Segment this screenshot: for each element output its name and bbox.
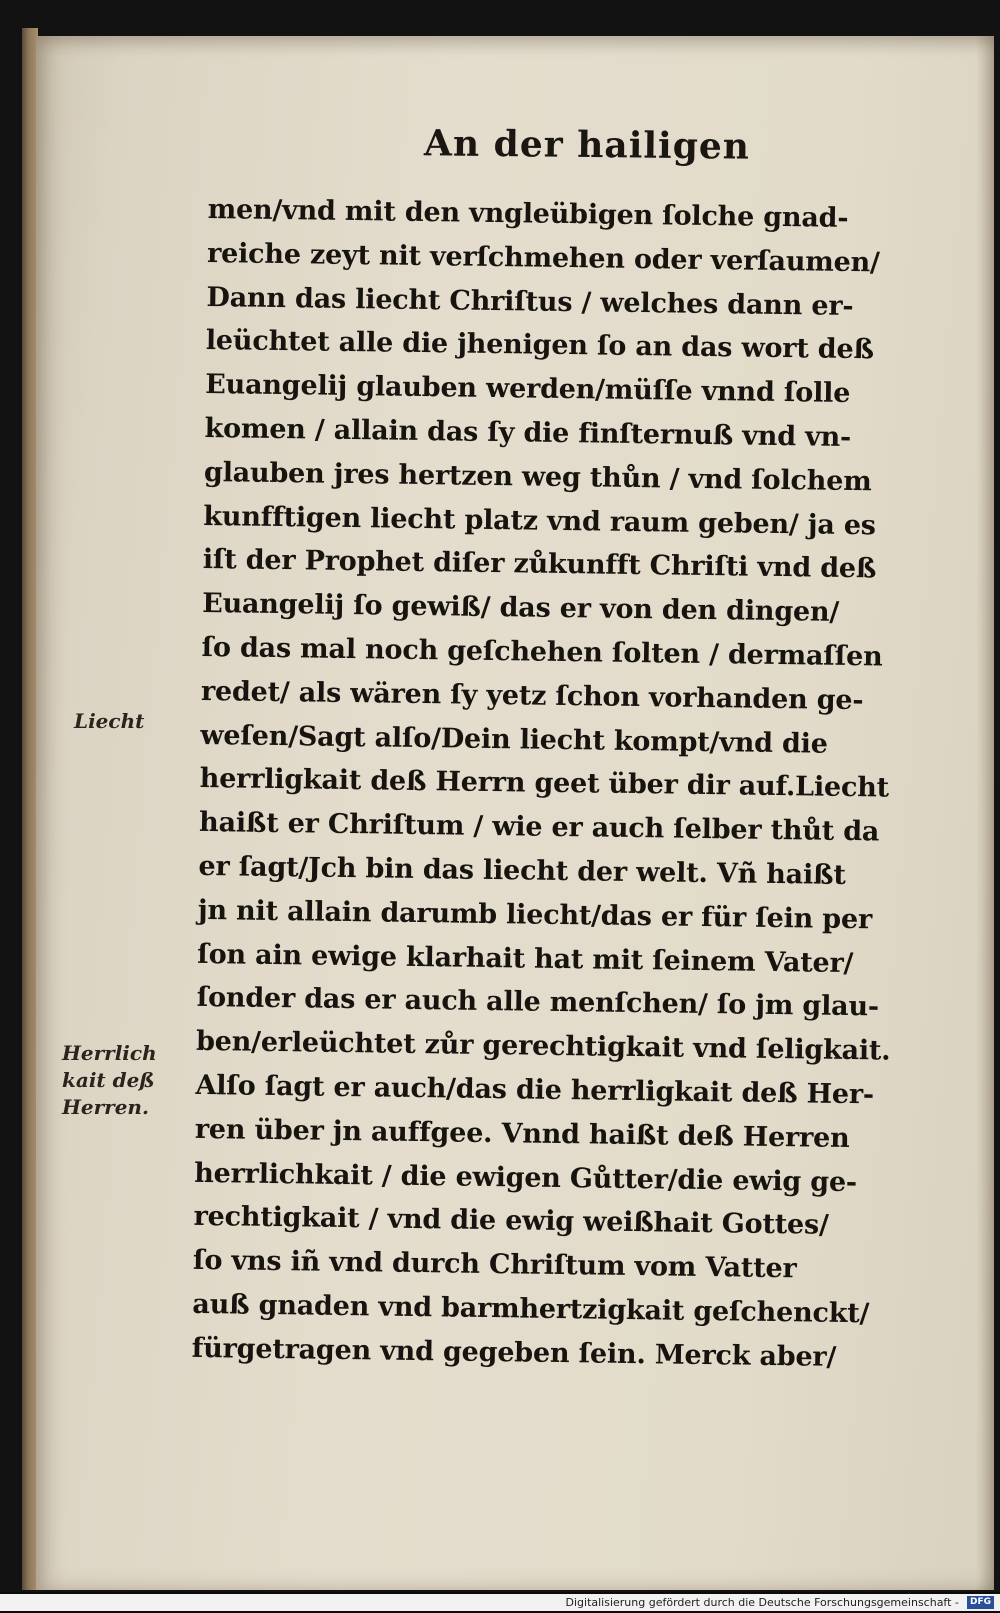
text-line: weſen/Sagt alſo/Dein liecht kompt/vnd die (200, 719, 828, 760)
text-line: haißt er Chriſtum / wie er auch ſelber thůt da (198, 807, 880, 848)
text-line: auß gnaden vnd barmhertzigkait geſchenckt/ (192, 1288, 870, 1330)
text-line: ben/erleüchtet zůr gerechtigkait vnd ſeligkait. (195, 1026, 891, 1067)
text-line: herrlichkait / die ewigen Gůtter/die ewig ge- (194, 1157, 858, 1198)
text-line: er ſagt/Jch bin das liecht der welt. Vñ haißt (198, 850, 846, 891)
text-line: men/vnd mit den vngleübigen ſolche gnad- (207, 193, 849, 234)
margin-note-herrlichkait (62, 1040, 192, 1121)
text-line: reiche zeyt nit verſchmehen oder verſaumen/ (206, 237, 880, 279)
text-block (191, 188, 967, 1381)
text-line: ren über jn auffgee. Vnnd haißt deß Herren (194, 1113, 850, 1154)
text-line: leüchtet alle die jhenigen ſo an das wort deß (205, 325, 874, 366)
text-line: komen / allain das ſy die finſternuß vnd vn- (204, 412, 852, 453)
text-line: Euangelij glauben werden/müſſe vnnd ſolle (205, 369, 851, 410)
text-line: Dann das liecht Chriſtus / welches dann er- (206, 281, 854, 322)
text-line: redet/ als wären ſy yetz ſchon vorhanden ge- (200, 675, 864, 716)
footer-bar (0, 1594, 1000, 1611)
running-head: An der hailigen (423, 122, 751, 168)
page-right-shadow (976, 36, 994, 1590)
text-line: herrligkait deß Herrn geet über dir auf.Liecht (199, 763, 890, 804)
text-line: Euangelij ſo gewiß/ das er von den dingen/ (201, 588, 840, 629)
footer-credit: Digitalisierung gefördert durch die Deutsche Forschungsgemeinschaft - (565, 1596, 959, 1609)
text-line: kunfftigen liecht platz vnd raum geben/ ja es (203, 500, 877, 541)
margin-note-line: kait deß (62, 1068, 155, 1092)
text-line: glauben jres hertzen weg thůn / vnd ſolchem (203, 456, 872, 498)
margin-note-line: Herrlich (62, 1041, 157, 1065)
dfg-logo: DFG (967, 1596, 994, 1609)
text-line: iſt der Prophet diſer zůkunfft Chriſti vnd deß (202, 544, 877, 585)
text-line: rechtigkait / vnd die ewig weißhait Gottes/ (193, 1201, 829, 1242)
text-line: ſonder das er auch alle menſchen/ ſo jm glau- (196, 982, 880, 1023)
margin-note-line: Herren. (62, 1095, 149, 1119)
text-line: ſon ain ewige klarhait hat mit ſeinem Vater/ (197, 938, 854, 979)
text-line: fürgetragen vnd gegeben ſein. Merck aber/ (191, 1332, 837, 1373)
book-page (36, 36, 994, 1590)
text-line: Alſo ſagt er auch/das die herrligkait deß Her- (195, 1069, 875, 1111)
margin-note-liecht: Liecht (74, 709, 145, 733)
text-line: ſo vns iñ vnd durch Chriſtum vom Vatter (192, 1245, 797, 1285)
text-line: ſo das mal noch geſchehen ſolten / dermaſſen (201, 631, 883, 673)
text-line: jn nit allain darumb liecht/das er für ſein per (197, 894, 873, 936)
